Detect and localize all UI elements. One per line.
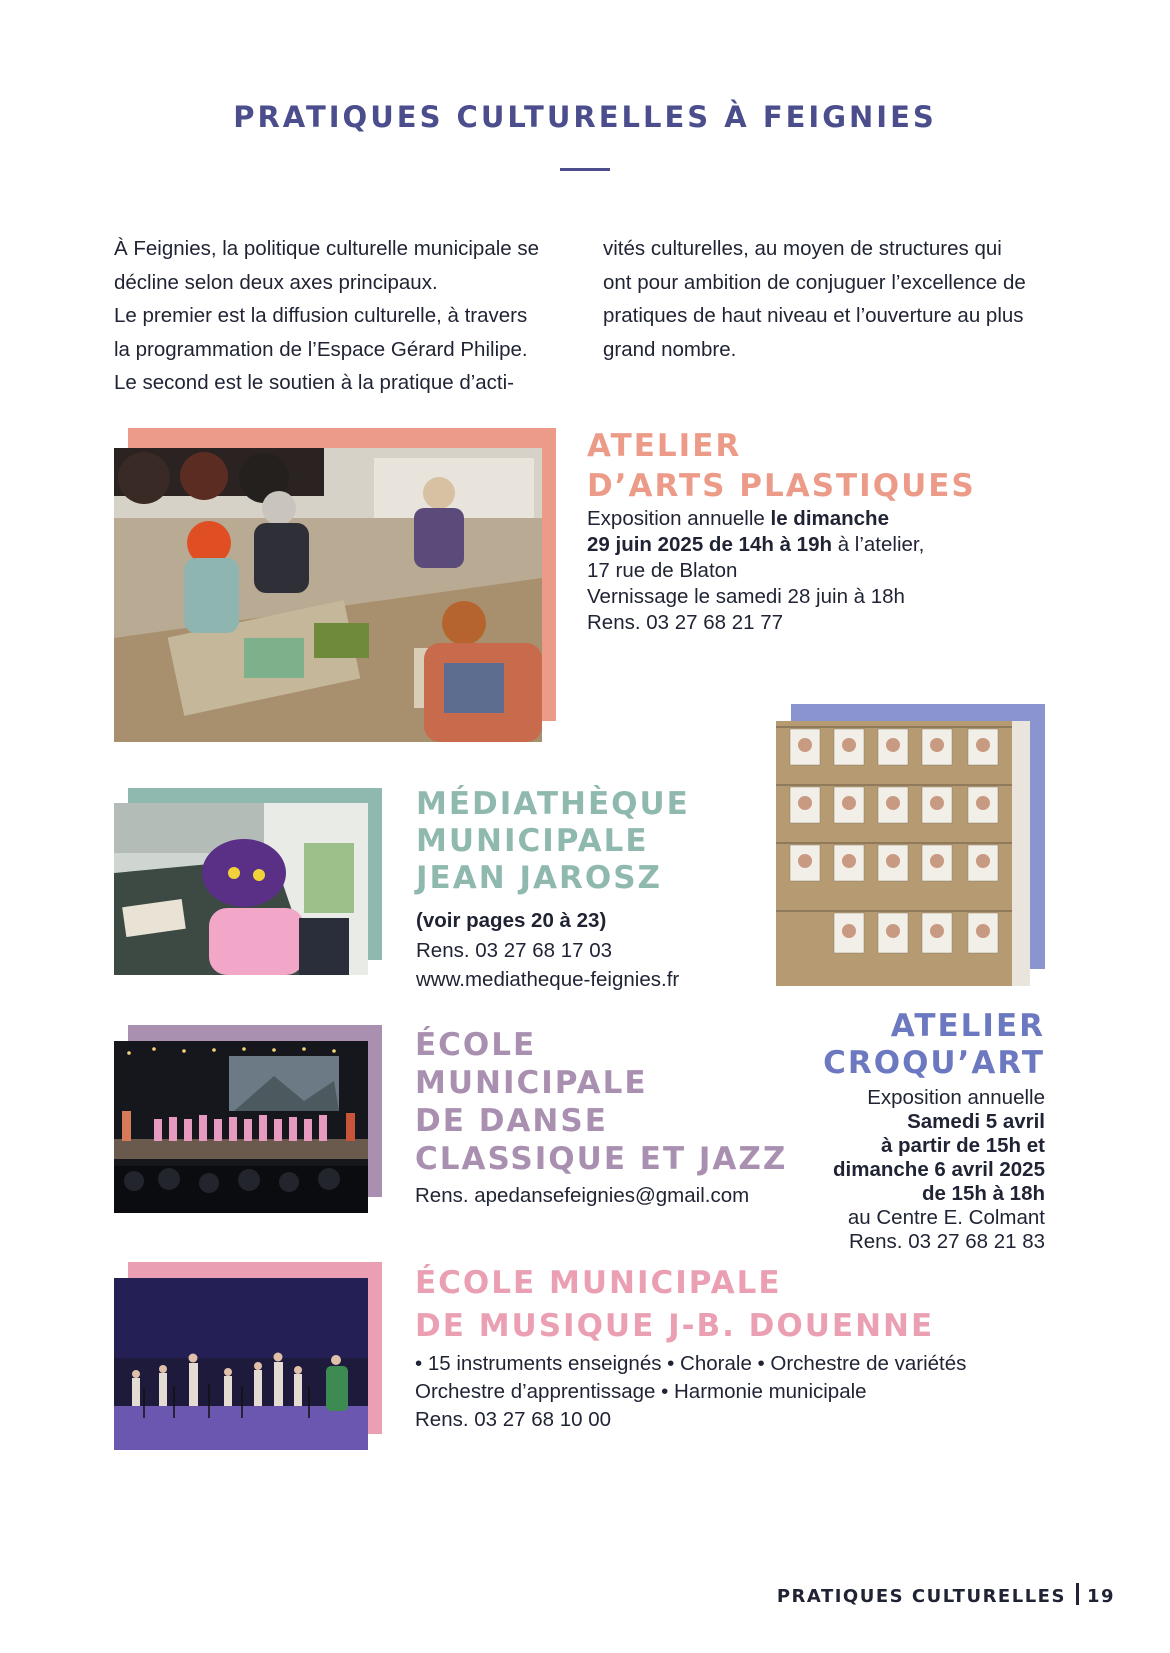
croquart-phone: Rens. 03 27 68 21 83 bbox=[848, 1230, 1045, 1253]
photo-musique-orchestra bbox=[114, 1278, 368, 1450]
croquart-title bbox=[770, 1008, 1045, 1082]
arts-text: à l’atelier, bbox=[832, 533, 925, 556]
croquart-date-bold: à partir de 15h et bbox=[880, 1134, 1045, 1157]
mediatheque-phone: Rens. 03 27 68 17 03 bbox=[416, 938, 613, 962]
musique-details bbox=[415, 1350, 1075, 1434]
intro-line: Le premier est la diffusion culturelle, à travers bbox=[114, 304, 528, 327]
arts-title-line: D’ARTS PLASTIQUES bbox=[587, 468, 976, 504]
page-footer bbox=[777, 1583, 1115, 1607]
arts-vernissage: Vernissage le samedi 28 juin à 18h bbox=[587, 585, 905, 608]
musique-title bbox=[415, 1262, 1075, 1348]
musique-offer-line: Orchestre d’apprentissage • Harmonie municipale bbox=[415, 1380, 867, 1403]
arts-date-bold: 29 juin 2025 de 14h à 19h bbox=[587, 533, 832, 556]
mediatheque-title-line: MUNICIPALE bbox=[416, 823, 649, 859]
mediatheque-details bbox=[416, 906, 776, 995]
intro-line: Le second est le soutien à la pratique d’acti- bbox=[114, 371, 515, 394]
croquart-date-bold: dimanche 6 avril 2025 bbox=[833, 1158, 1045, 1181]
mediatheque-pages: (voir pages 20 à 23) bbox=[416, 909, 607, 932]
intro-line: vités culturelles, au moyen de structures qui bbox=[603, 237, 1002, 260]
arts-date-bold: le dimanche bbox=[770, 507, 889, 530]
title-divider bbox=[560, 168, 610, 171]
danse-details bbox=[415, 1182, 795, 1210]
photo-arts-workshop bbox=[114, 448, 542, 742]
photo-mediatheque-child bbox=[114, 803, 368, 975]
danse-title-line: MUNICIPALE bbox=[415, 1065, 648, 1101]
section-croquart bbox=[770, 1008, 1045, 1254]
croquart-date-bold: de 15h à 18h bbox=[921, 1182, 1045, 1205]
section-mediatheque bbox=[416, 786, 776, 995]
danse-title-line: DE DANSE bbox=[415, 1103, 608, 1139]
croquart-title-line: CROQU’ART bbox=[823, 1045, 1045, 1081]
intro-line: pratiques de haut niveau et l’ouverture au plus bbox=[603, 304, 1024, 327]
mediatheque-title-line: JEAN JAROSZ bbox=[416, 860, 662, 896]
danse-title bbox=[415, 1026, 795, 1178]
photo-danse-stage bbox=[114, 1041, 368, 1213]
croquart-text: Exposition annuelle bbox=[867, 1086, 1045, 1109]
intro-line: ont pour ambition de conjuguer l’excellence de bbox=[603, 270, 1026, 294]
arts-details bbox=[587, 506, 1147, 636]
croquart-date-bold: Samedi 5 avril bbox=[907, 1110, 1045, 1133]
intro-column-right bbox=[603, 232, 1073, 366]
musique-phone: Rens. 03 27 68 10 00 bbox=[415, 1408, 612, 1431]
musique-title-line: DE MUSIQUE J-B. DOUENNE bbox=[415, 1308, 935, 1344]
arts-address: 17 rue de Blaton bbox=[587, 559, 738, 582]
intro-column-left bbox=[114, 232, 584, 400]
intro-line: grand nombre. bbox=[603, 337, 737, 361]
section-arts bbox=[587, 426, 1147, 636]
section-danse bbox=[415, 1026, 795, 1210]
page-number: 19 bbox=[1086, 1586, 1115, 1607]
intro-line: la programmation de l’Espace Gérard Philipe. bbox=[114, 337, 528, 361]
mediatheque-title bbox=[416, 786, 776, 897]
croquart-details bbox=[770, 1086, 1045, 1254]
mediatheque-website-link[interactable]: www.mediatheque-feignies.fr bbox=[416, 968, 680, 991]
footer-separator bbox=[1076, 1583, 1079, 1605]
intro-line: À Feignies, la politique culturelle municipale se bbox=[114, 237, 540, 260]
danse-title-line: ÉCOLE bbox=[415, 1027, 537, 1063]
danse-title-line: CLASSIQUE ET JAZZ bbox=[415, 1141, 788, 1177]
croquart-title-line: ATELIER bbox=[890, 1008, 1045, 1044]
mediatheque-title-line: MÉDIATHÈQUE bbox=[416, 786, 690, 822]
section-musique bbox=[415, 1262, 1075, 1434]
photo-croquart-board bbox=[776, 721, 1030, 986]
intro-line: décline selon deux axes principaux. bbox=[114, 270, 438, 294]
arts-title bbox=[587, 426, 1147, 506]
arts-text: Exposition annuelle bbox=[587, 507, 771, 530]
danse-email-link[interactable]: Rens. apedansefeignies@gmail.com bbox=[415, 1184, 750, 1207]
musique-title-line: ÉCOLE MUNICIPALE bbox=[415, 1265, 782, 1301]
arts-phone: Rens. 03 27 68 21 77 bbox=[587, 611, 784, 634]
arts-title-line: ATELIER bbox=[587, 428, 742, 464]
footer-section-title: PRATIQUES CULTURELLES bbox=[776, 1586, 1066, 1607]
croquart-location: au Centre E. Colmant bbox=[847, 1206, 1045, 1229]
page-title: PRATIQUES CULTURELLES À FEIGNIES bbox=[233, 100, 937, 134]
musique-offer-line: • 15 instruments enseignés • Chorale • Orchestre de variétés bbox=[415, 1352, 967, 1375]
